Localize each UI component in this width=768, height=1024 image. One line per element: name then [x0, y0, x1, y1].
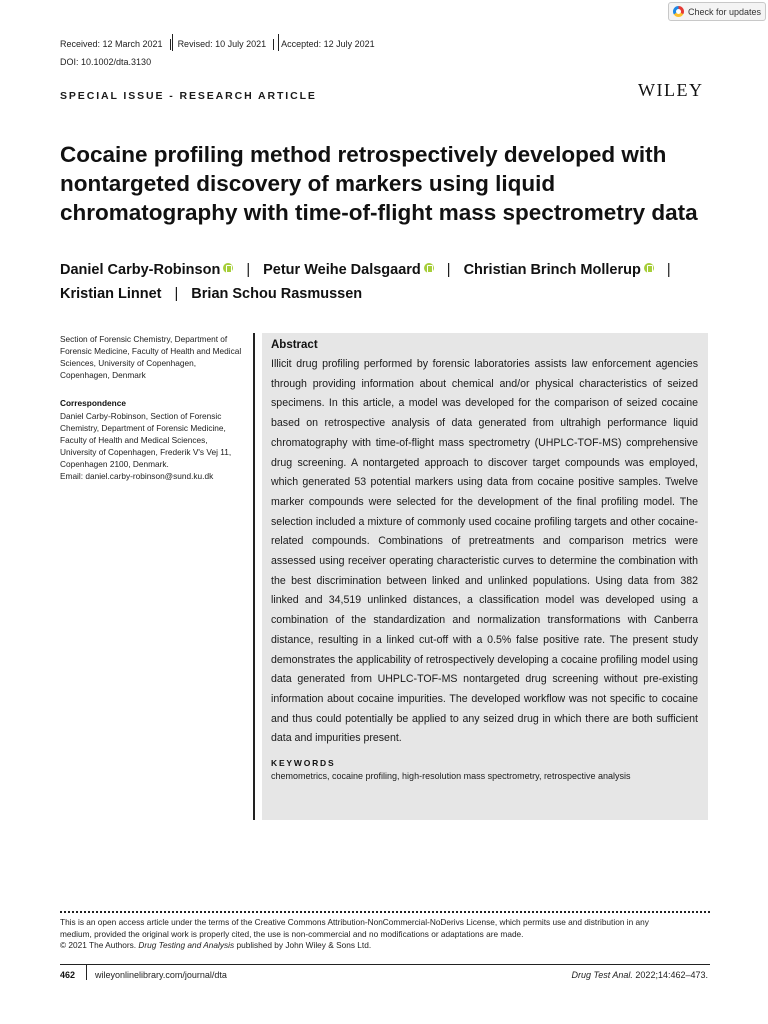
- author-name[interactable]: Christian Brinch Mollerup: [463, 262, 641, 278]
- citation-journal: Drug Test Anal.: [571, 970, 633, 980]
- orcid-icon[interactable]: [424, 263, 434, 273]
- author-separator: |: [174, 286, 179, 302]
- author-name[interactable]: Petur Weihe Dalsgaard: [263, 262, 421, 278]
- license-line-1: This is an open access article under the terms of the Creative Commons Attribution-NonCommercial-NoDerivs License, which permits use and distribution in any: [60, 917, 649, 927]
- footer-rule: [60, 964, 710, 965]
- article-dates: [60, 39, 382, 50]
- author-name[interactable]: Daniel Carby-Robinson: [60, 262, 221, 278]
- correspondence: [60, 410, 245, 482]
- crossmark-icon: [673, 6, 684, 17]
- author-separator: |: [666, 262, 671, 278]
- orcid-icon[interactable]: [644, 263, 654, 273]
- author-name[interactable]: Brian Schou Rasmussen: [191, 286, 363, 302]
- check-for-updates-button[interactable]: [668, 2, 766, 21]
- keywords-heading: KEYWORDS: [271, 758, 336, 769]
- citation: [572, 970, 708, 980]
- author-list: [60, 258, 720, 306]
- journal-url-link[interactable]: wileyonlinelibrary.com/journal/dta: [95, 970, 227, 980]
- author-name[interactable]: Kristian Linnet: [60, 286, 162, 302]
- citation-details: 2022;14:462–473.: [632, 970, 708, 980]
- footnote-divider: [60, 911, 710, 913]
- keywords: chemometrics, cocaine profiling, high-resolution mass spectrometry, retrospective analysis: [271, 771, 631, 782]
- copyright-suffix: published by John Wiley & Sons Ltd.: [234, 940, 372, 951]
- affiliation: Section of Forensic Chemistry, Department of Forensic Medicine, Faculty of Health and Medical Sciences, University of Copenhagen, Copenhagen, Denmark: [60, 334, 242, 380]
- license-line-2: medium, provided the original work is properly cited, the use is non-commercial and no modifications or adaptations are made.: [60, 928, 524, 939]
- footer-separator: [86, 965, 87, 980]
- copyright-journal: Drug Testing and Analysis: [138, 940, 235, 951]
- check-for-updates-label: Check for updates: [688, 6, 762, 17]
- author-separator: |: [446, 262, 451, 278]
- received-date: Received: 12 March 2021: [60, 39, 171, 50]
- column-divider: [253, 333, 255, 820]
- copyright-prefix: © 2021 The Authors.: [60, 940, 139, 951]
- article-title: Cocaine profiling method retrospectively developed with nontargeted discovery of markers using liquid chromatography with time-of-flight mass spectrometry data: [60, 142, 698, 225]
- accepted-date: Accepted: 12 July 2021: [281, 39, 375, 49]
- correspondence-email[interactable]: Email: daniel.carby-robinson@sund.ku.dk: [60, 471, 214, 481]
- date-separator: [278, 34, 279, 51]
- page-number: 462: [60, 970, 76, 980]
- orcid-icon[interactable]: [223, 263, 233, 273]
- abstract-box: [262, 333, 708, 820]
- revised-date: Revised: 10 July 2021: [171, 39, 275, 50]
- doi: DOI: 10.1002/dta.3130: [60, 57, 152, 67]
- section-label: SPECIAL ISSUE - RESEARCH ARTICLE: [60, 90, 317, 102]
- date-separator: [172, 34, 173, 51]
- publisher-logo: WILEY: [638, 80, 704, 100]
- abstract-heading: Abstract: [271, 339, 318, 351]
- author-separator: |: [246, 262, 251, 278]
- license-notice: [60, 917, 710, 952]
- correspondence-address: Daniel Carby-Robinson, Section of Forensic Chemistry, Department of Forensic Medicine, Faculty of Health and Medical Sciences, University of Copenhagen, Frederik V's Vej 11, Copenhagen 2100, Denmark.: [60, 411, 232, 469]
- correspondence-heading: Correspondence: [60, 398, 126, 408]
- abstract-text: Illicit drug profiling performed by forensic laboratories assists law enforcement agencies through providing information about chemical and/or physical characteristics of seized specimens. In this article, a model was developed for the comparison of seized cocaine based on retrospective analysis of data generated from ultrahigh performance liquid chromatography with time-of-flight mass spectrometry (UHPLC-TOF-MS) comprehensive drug screening. A nontargeted approach to discover target compounds was employed, which generated 53 potential markers using data from cocaine positive samples. Twelve marker compounds were selected for the development of the final profiling model. The selection included a mixture of commonly used cocaine profiling targets and other cocaine-related compounds. Combinations of pretreatments and comparison metrics were assessed using receiver operating characteristic curves to determine the combination with the best discrimination between linked and unlinked populations. Using data from 382 linked and 34,519 unlinked distances, a classification model was developed using a combination of the standardization and normalization transformations with Canberra distance, resulting in a linked cut-off with a 0.5% false positive rate. The present study demonstrates the applicability of retrospectively developing a cocaine profiling model using data generated from UHPLC-TOF-MS nontargeted drug screening without pre-existing information about cocaine impurities. The developed workflow was not specific to cocaine and thus could potentially be applied to any seized drug in which there are both sufficient data and impurities present.: [271, 358, 698, 745]
